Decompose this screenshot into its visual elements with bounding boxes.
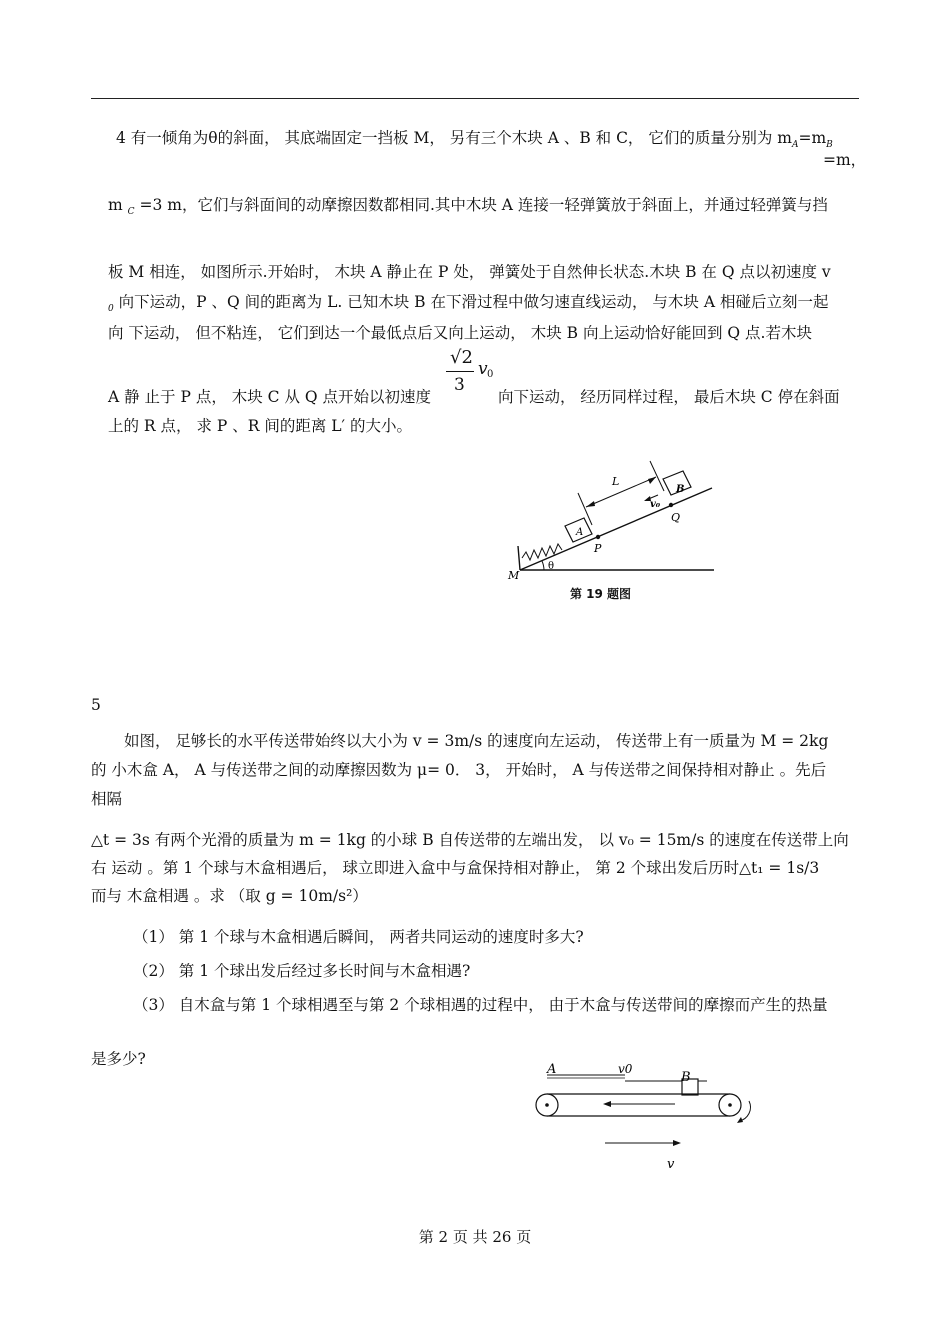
p4-line7: 上的 R 点， 求 P 、R 间的距离 L′ 的大小。 — [108, 417, 412, 435]
label-v0: v0 — [618, 1062, 633, 1076]
p5-question3-cont: 是多少? — [91, 1050, 146, 1068]
fraction-sqrt2-over-3-v0: √2 3 v 0 — [442, 345, 502, 405]
label-Q: Q — [671, 511, 681, 524]
label-theta: θ — [548, 561, 555, 572]
p5-line3: 相隔 — [91, 790, 123, 808]
label-B: B — [681, 1070, 691, 1085]
p4-line3: 板 M 相连， 如图所示.开始时， 木块 A 静止在 P 处， 弹簧处于自然伸长状态.木块 B 在 Q 点以初速度 v — [108, 263, 831, 281]
label-A: A — [547, 1062, 557, 1077]
figure-caption-19: 第 19 题图 — [570, 587, 632, 601]
p5-question2: （2） 第 1 个球出发后经过多长时间与木盒相遇? — [133, 962, 471, 980]
p5-number: 5 — [91, 696, 101, 714]
label-P: P — [594, 542, 602, 555]
header-rule — [91, 98, 859, 99]
p4-line6b: 向下运动， 经历同样过程， 最后木块 C 停在斜面 — [498, 388, 840, 406]
label-B: B — [676, 484, 685, 495]
label-v0: v₀ — [650, 499, 661, 510]
incline-figure — [500, 455, 730, 605]
conveyor-figure — [525, 1055, 775, 1180]
label-M: M — [508, 569, 520, 582]
label-L: L — [612, 475, 620, 488]
p4-line4: $_0$ 向下运动，P 、Q 间的距离为 L. 已知木块 B 在下滑过程中做匀速直线运动， 与木块 A 相碰后立刻一起 — [108, 293, 829, 314]
p4-line6a: A 静 止于 P 点， 木块 C 从 Q 点开始以初速度 — [108, 388, 432, 406]
p4-line1: 4 有一倾角为θ的斜面， 其底端固定一挡板 M， 另有三个木块 A 、B 和 C， 它们的质量分别为 $m_A=m_B$ — [116, 129, 833, 150]
p4-line1b: =m， — [823, 151, 867, 169]
p4-line2: m $_C$ =3 m，它们与斜面间的动摩擦因数都相同.其中木块 A 连接一轻弹簧放于斜面上，并通过轻弹簧与挡 — [108, 196, 828, 217]
p5-question1: （1） 第 1 个球与木盒相遇后瞬间， 两者共同运动的速度时多大? — [133, 928, 584, 946]
p5-line6: 而与 木盒相遇 。求 （取 g = 10m/s²） — [91, 887, 368, 905]
p5-line1: 如图， 足够长的水平传送带始终以大小为 v = 3m/s 的速度向左运动， 传送带上有一质量为 M = 2kg — [124, 732, 829, 750]
page-footer: 第 2 页 共 26 页 — [418, 1228, 532, 1246]
p5-question3: （3） 自木盒与第 1 个球相遇至与第 2 个球相遇的过程中， 由于木盒与传送带间的摩擦而产生的热量 — [133, 996, 828, 1014]
label-A: A — [576, 527, 584, 538]
p5-line5: 右 运动 。第 1 个球与木盒相遇后， 球立即进入盒中与盒保持相对静止， 第 2 个球出发后历时△t₁ = 1s/3 — [91, 859, 820, 877]
p4-line5: 向 下运动， 但不粘连， 它们到达一个最低点后又向上运动， 木块 B 向上运动恰好能回到 Q 点.若木块 — [108, 324, 812, 342]
p5-line4: △t = 3s 有两个光滑的质量为 m = 1kg 的小球 B 自传送带的左端出发， 以 v₀ = 15m/s 的速度在传送带上向 — [91, 831, 849, 849]
p5-line2: 的 小木盒 A， A 与传送带之间的动摩擦因数为 μ= 0． 3， 开始时， A 与传送带之间保持相对静止 。先后 — [91, 761, 827, 779]
label-v: v — [667, 1157, 675, 1172]
